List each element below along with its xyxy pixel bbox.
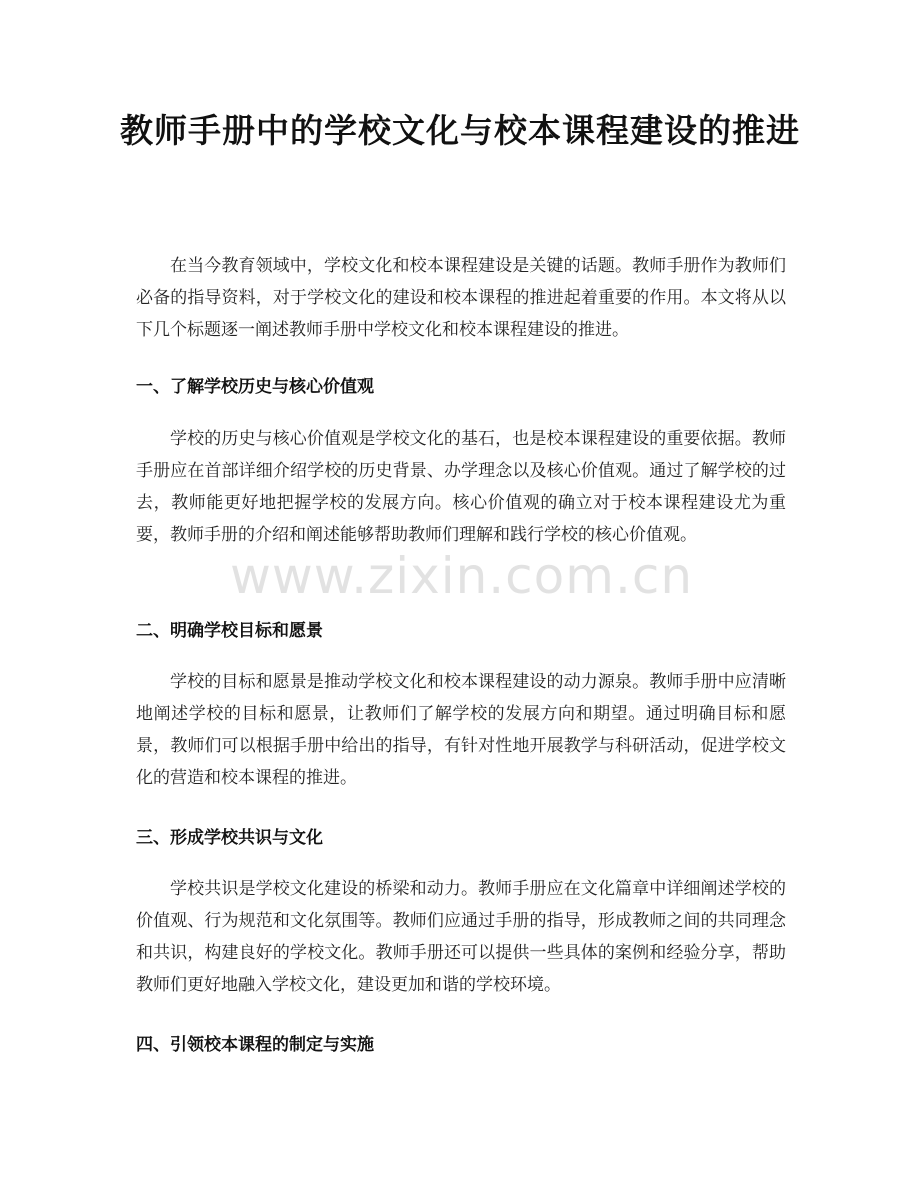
section-heading-4: 四、引领校本课程的制定与实施 xyxy=(136,1035,374,1055)
watermark: www.zixin.com.cn xyxy=(230,547,694,605)
section-body-2: 学校的目标和愿景是推动学校文化和校本课程建设的动力源泉。教师手册中应清晰地阐述学校的目标和愿景，让教师们了解学校的发展方向和期望。通过明确目标和愿景，教师们可以根据手册中给出的指导，有针对性地开展教学与科研活动，促进学校文化的营造和校本课程的推进。 xyxy=(136,672,786,788)
section-body-1: 学校的历史与核心价值观是学校文化的基石，也是校本课程建设的重要依据。教师手册应在首部详细介绍学校的历史背景、办学理念以及核心价值观。通过了解学校的过去，教师能更好地把握学校的发展方向。核心价值观的确立对于校本课程建设尤为重要，教师手册的介绍和阐述能够帮助教师们理解和践行学校的核心价值观。 xyxy=(136,429,786,545)
section-heading-1: 一、了解学校历史与核心价值观 xyxy=(136,377,374,397)
section-body-3: 学校共识是学校文化建设的桥梁和动力。教师手册应在文化篇章中详细阐述学校的价值观、行为规范和文化氛围等。教师们应通过手册的指导，形成教师之间的共同理念和共识，构建良好的学校文化。教师手册还可以提供一些具体的案例和经验分享，帮助教师们更好地融入学校文化，建设更加和谐的学校环境。 xyxy=(136,879,786,995)
section-heading-3: 三、形成学校共识与文化 xyxy=(136,828,323,848)
intro-paragraph: 在当今教育领域中，学校文化和校本课程建设是关键的话题。教师手册作为教师们必备的指导资料，对于学校文化的建设和校本课程的推进起着重要的作用。本文将从以下几个标题逐一阐述教师手册中学校文化和校本课程建设的推进。 xyxy=(136,256,786,340)
document-title: 教师手册中的学校文化与校本课程建设的推进 xyxy=(120,111,800,150)
section-heading-2: 二、明确学校目标和愿景 xyxy=(136,621,323,641)
